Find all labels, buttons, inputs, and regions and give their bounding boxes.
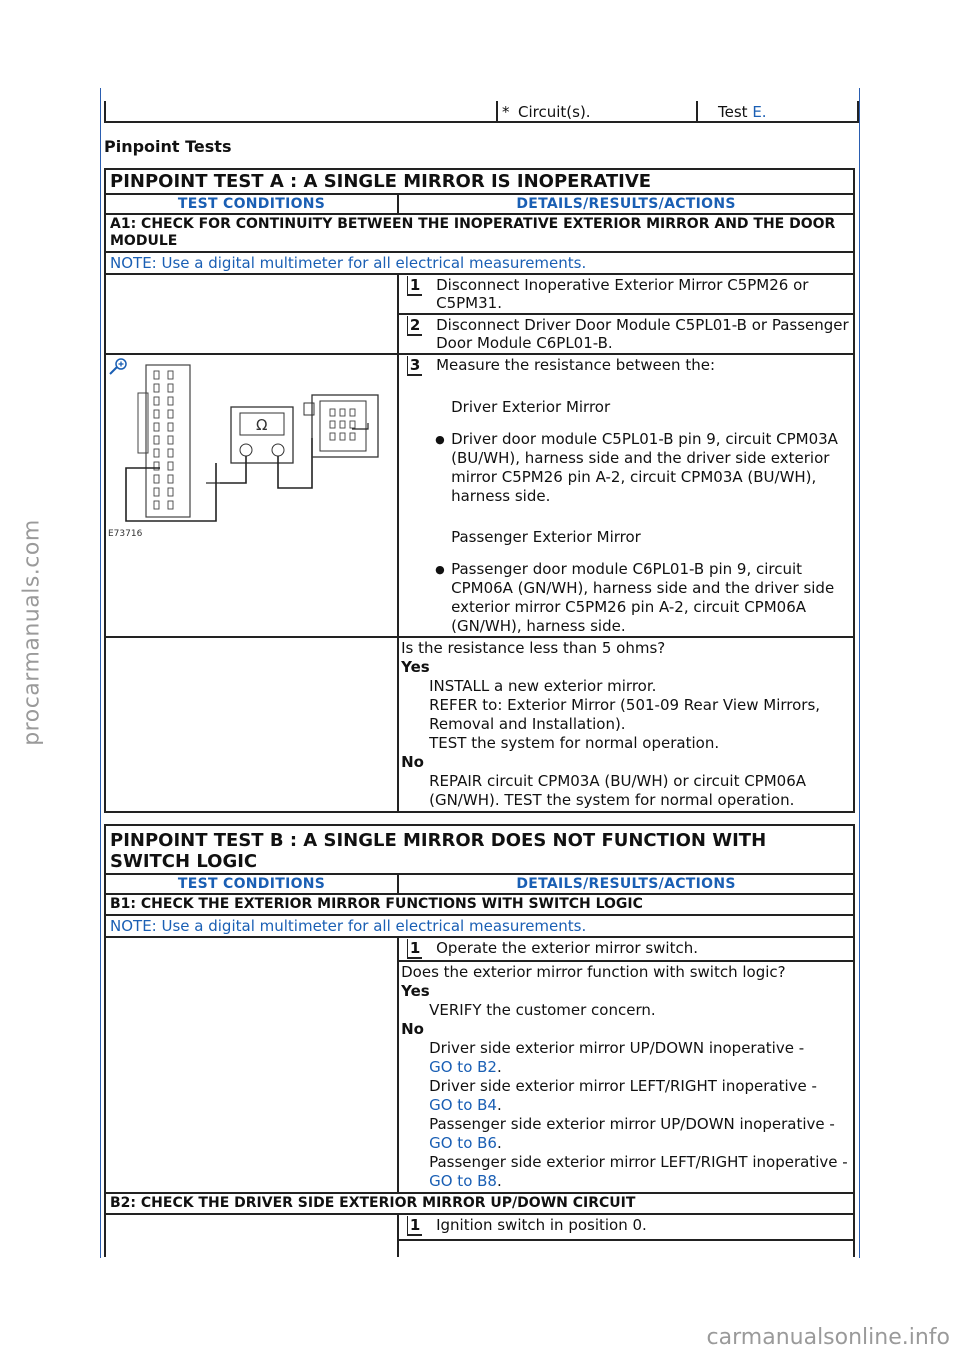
go-to-b4-link[interactable]: GO to B4 <box>429 1096 497 1114</box>
test-b-no-action-1: Driver side exterior mirror UP/DOWN inoperative - GO to B2. <box>429 1039 805 1076</box>
no-label: No <box>401 753 424 771</box>
bullet-dot: ● <box>435 433 445 446</box>
driver-mirror-heading: Driver Exterior Mirror <box>451 398 611 416</box>
no-label: No <box>401 1020 424 1038</box>
page-border-left <box>100 88 101 1258</box>
pinpoint-test-b <box>104 824 855 1257</box>
yes-label: Yes <box>401 658 430 676</box>
go-to-b2-link[interactable]: GO to B2 <box>429 1058 497 1076</box>
step-b2-1-text: Ignition switch in position 0. <box>436 1216 647 1234</box>
test-b-question: Does the exterior mirror function with switch logic? <box>401 963 786 981</box>
circuit-text: Circuit(s). <box>518 103 591 121</box>
pinpoint-test-a <box>104 168 855 813</box>
note-multimeter: NOTE: Use a digital multimeter for all electrical measurements. <box>105 252 854 274</box>
star-mark: * <box>502 103 510 121</box>
test-a-yes-action-2: REFER to: Exterior Mirror (501-09 Rear View Mirrors, Removal and Installation). <box>429 696 821 733</box>
go-to-b8-link[interactable]: GO to B8 <box>429 1172 497 1190</box>
bottom-watermark: carmanualsonline.info <box>706 1325 950 1350</box>
test-a-no-action: REPAIR circuit CPM03A (BU/WH) or circuit CPM06A (GN/WH). TEST the system for normal operation. <box>429 772 807 809</box>
step-number-1: 1 <box>407 276 422 296</box>
test-a-yes-action-3: TEST the system for normal operation. <box>429 734 720 752</box>
test-e-link[interactable]: E. <box>752 103 767 121</box>
test-a-question: Is the resistance less than 5 ohms? <box>401 639 666 657</box>
side-watermark: procarmanuals.com <box>19 519 45 746</box>
col-details: DETAILS/RESULTS/ACTIONS <box>398 194 854 214</box>
figure-cell <box>105 354 398 637</box>
step-b2-heading: B2: CHECK THE DRIVER SIDE EXTERIOR MIRROR UP/DOWN CIRCUIT <box>105 1193 854 1214</box>
note-multimeter-b: NOTE: Use a digital multimeter for all electrical measurements. <box>105 915 854 937</box>
section-title: Pinpoint Tests <box>104 137 232 156</box>
test-b-title: PINPOINT TEST B : A SINGLE MIRROR DOES NOT FUNCTION WITH SWITCH LOGIC <box>105 825 854 874</box>
wiring-diagram-image <box>116 363 396 543</box>
step-a-1-text: Disconnect Inoperative Exterior Mirror C5PM26 or C5PM31. <box>436 276 809 312</box>
col-test-conditions: TEST CONDITIONS <box>105 194 398 214</box>
test-a-yes-action-1: INSTALL a new exterior mirror. <box>429 677 657 695</box>
test-b-yes-action: VERIFY the customer concern. <box>429 1001 656 1019</box>
step-number-1: 1 <box>407 939 422 959</box>
step-b-1-text: Operate the exterior mirror switch. <box>436 939 698 957</box>
step-number-2: 2 <box>407 316 422 336</box>
top-table-row <box>104 101 859 123</box>
step-a1-heading: A1: CHECK FOR CONTINUITY BETWEEN THE INOPERATIVE EXTERIOR MIRROR AND THE DOOR MODULE <box>105 214 854 252</box>
col-details: DETAILS/RESULTS/ACTIONS <box>398 874 854 894</box>
test-b-no-action-3: Passenger side exterior mirror UP/DOWN inoperative - GO to B6. <box>429 1115 835 1152</box>
step-number-1: 1 <box>407 1216 422 1236</box>
test-b-no-action-2: Driver side exterior mirror LEFT/RIGHT inoperative - GO to B4. <box>429 1077 817 1114</box>
go-to-b6-link[interactable]: GO to B6 <box>429 1134 497 1152</box>
bullet-dot: ● <box>435 563 445 576</box>
svg-text:Ω: Ω <box>256 416 268 434</box>
test-b-no-action-4: Passenger side exterior mirror LEFT/RIGHT inoperative - GO to B8. <box>429 1153 848 1190</box>
step-b1-heading: B1: CHECK THE EXTERIOR MIRROR FUNCTIONS WITH SWITCH LOGIC <box>105 894 854 915</box>
page-border-right <box>859 88 860 1258</box>
step-number-3: 3 <box>407 356 422 376</box>
step-a-2-text: Disconnect Driver Door Module C5PL01-B or Passenger Door Module C6PL01-B. <box>436 316 849 352</box>
test-text: Test E. <box>718 103 767 121</box>
figure-label: E73716 <box>108 529 143 539</box>
passenger-bullet-text: Passenger door module C6PL01-B pin 9, circuit CPM06A (GN/WH), harness side and the driver side exterior mirror C5PM26 pin A-2, circuit CPM06A (GN/WH), harness side. <box>451 560 835 635</box>
yes-label: Yes <box>401 982 430 1000</box>
test-a-title: PINPOINT TEST A : A SINGLE MIRROR IS INOPERATIVE <box>105 169 854 194</box>
step-a-3-text: Measure the resistance between the: <box>436 356 716 374</box>
passenger-mirror-heading: Passenger Exterior Mirror <box>451 528 641 546</box>
driver-bullet-text: Driver door module C5PL01-B pin 9, circuit CPM03A (BU/WH), harness side and the driver side exterior mirror C5PM26 pin A-2, circuit CPM03A (BU/WH), harness side. <box>451 430 838 505</box>
col-test-conditions: TEST CONDITIONS <box>105 874 398 894</box>
